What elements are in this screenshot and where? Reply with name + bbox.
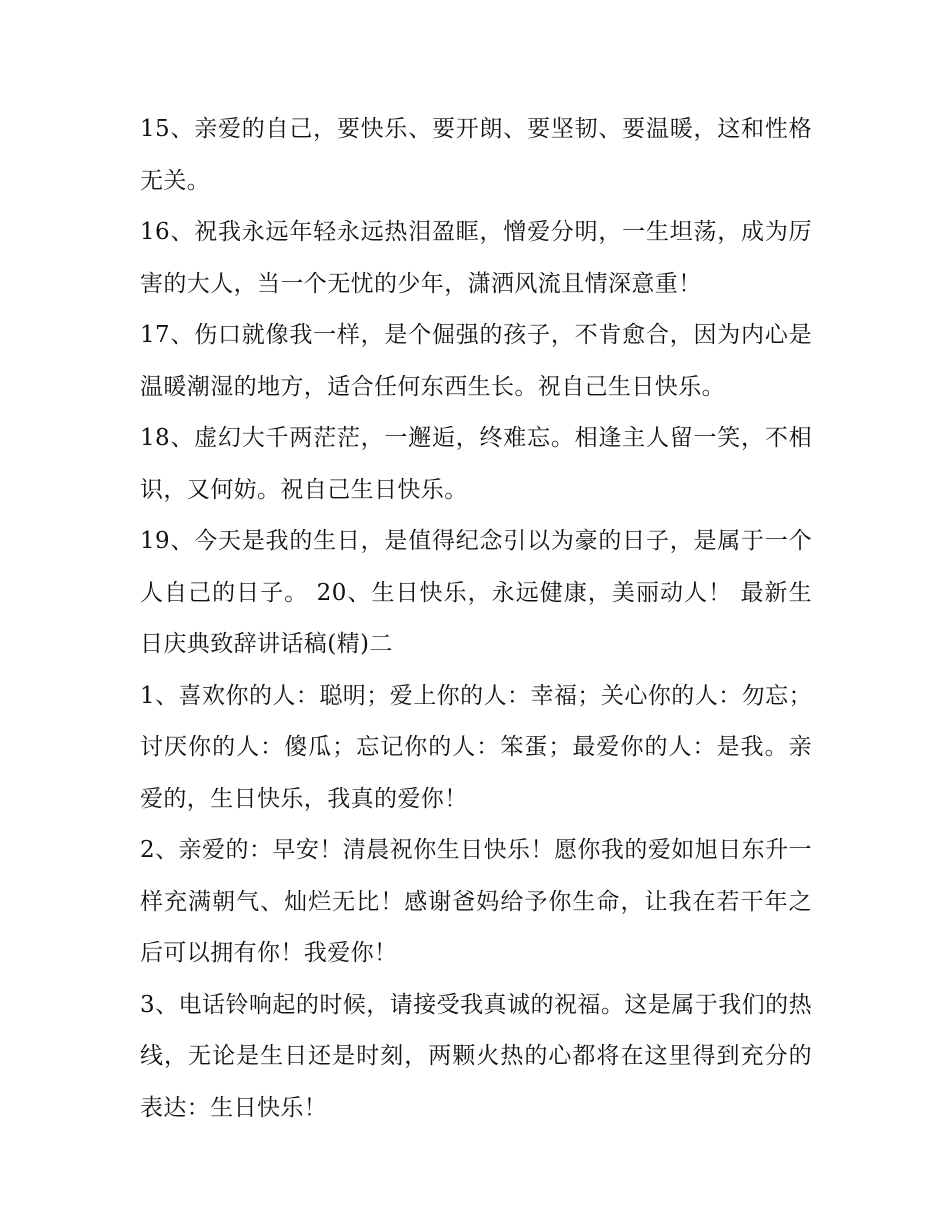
- paragraph-18: 18、虚幻大千两茫茫，一邂逅，终难忘。相逢主人留一笑，不相识，又何妨。祝自己生日快乐。: [140, 425, 812, 503]
- paragraph-15: 15、亲爱的自己，要快乐、要开朗、要坚韧、要温暖，这和性格无关。: [140, 116, 812, 194]
- paragraph-16: 16、祝我永远年轻永远热泪盈眶，憎爱分明，一生坦荡，成为厉害的大人，当一个无忧的少年，潇洒风流且情深意重！: [140, 219, 812, 297]
- paragraph-2: 2、亲爱的：早安！清晨祝你生日快乐！愿你我的爱如旭日东升一样充满朝气、灿烂无比！感谢爸妈给予你生命，让我在若干年之后可以拥有你！我爱你！: [140, 837, 812, 966]
- paragraph-17: 17、伤口就像我一样，是个倔强的孩子，不肯愈合，因为内心是温暖潮湿的地方，适合任何东西生长。祝自己生日快乐。: [140, 322, 812, 400]
- paragraph-19-20-heading: 19、今天是我的生日，是值得纪念引以为豪的日子，是属于一个人自己的日子。 20、生日快乐，永远健康，美丽动人！ 最新生日庆典致辞讲话稿(精)二: [140, 528, 812, 657]
- document-body: [140, 104, 812, 1134]
- paragraph-3: 3、电话铃响起的时候，请接受我真诚的祝福。这是属于我们的热线，无论是生日还是时刻，两颗火热的心都将在这里得到充分的表达：生日快乐！: [140, 991, 812, 1121]
- paragraph-1: 1、喜欢你的人：聪明；爱上你的人：幸福；关心你的人：勿忘；讨厌你的人：傻瓜；忘记你的人：笨蛋；最爱你的人：是我。亲爱的，生日快乐，我真的爱你！: [140, 682, 812, 812]
